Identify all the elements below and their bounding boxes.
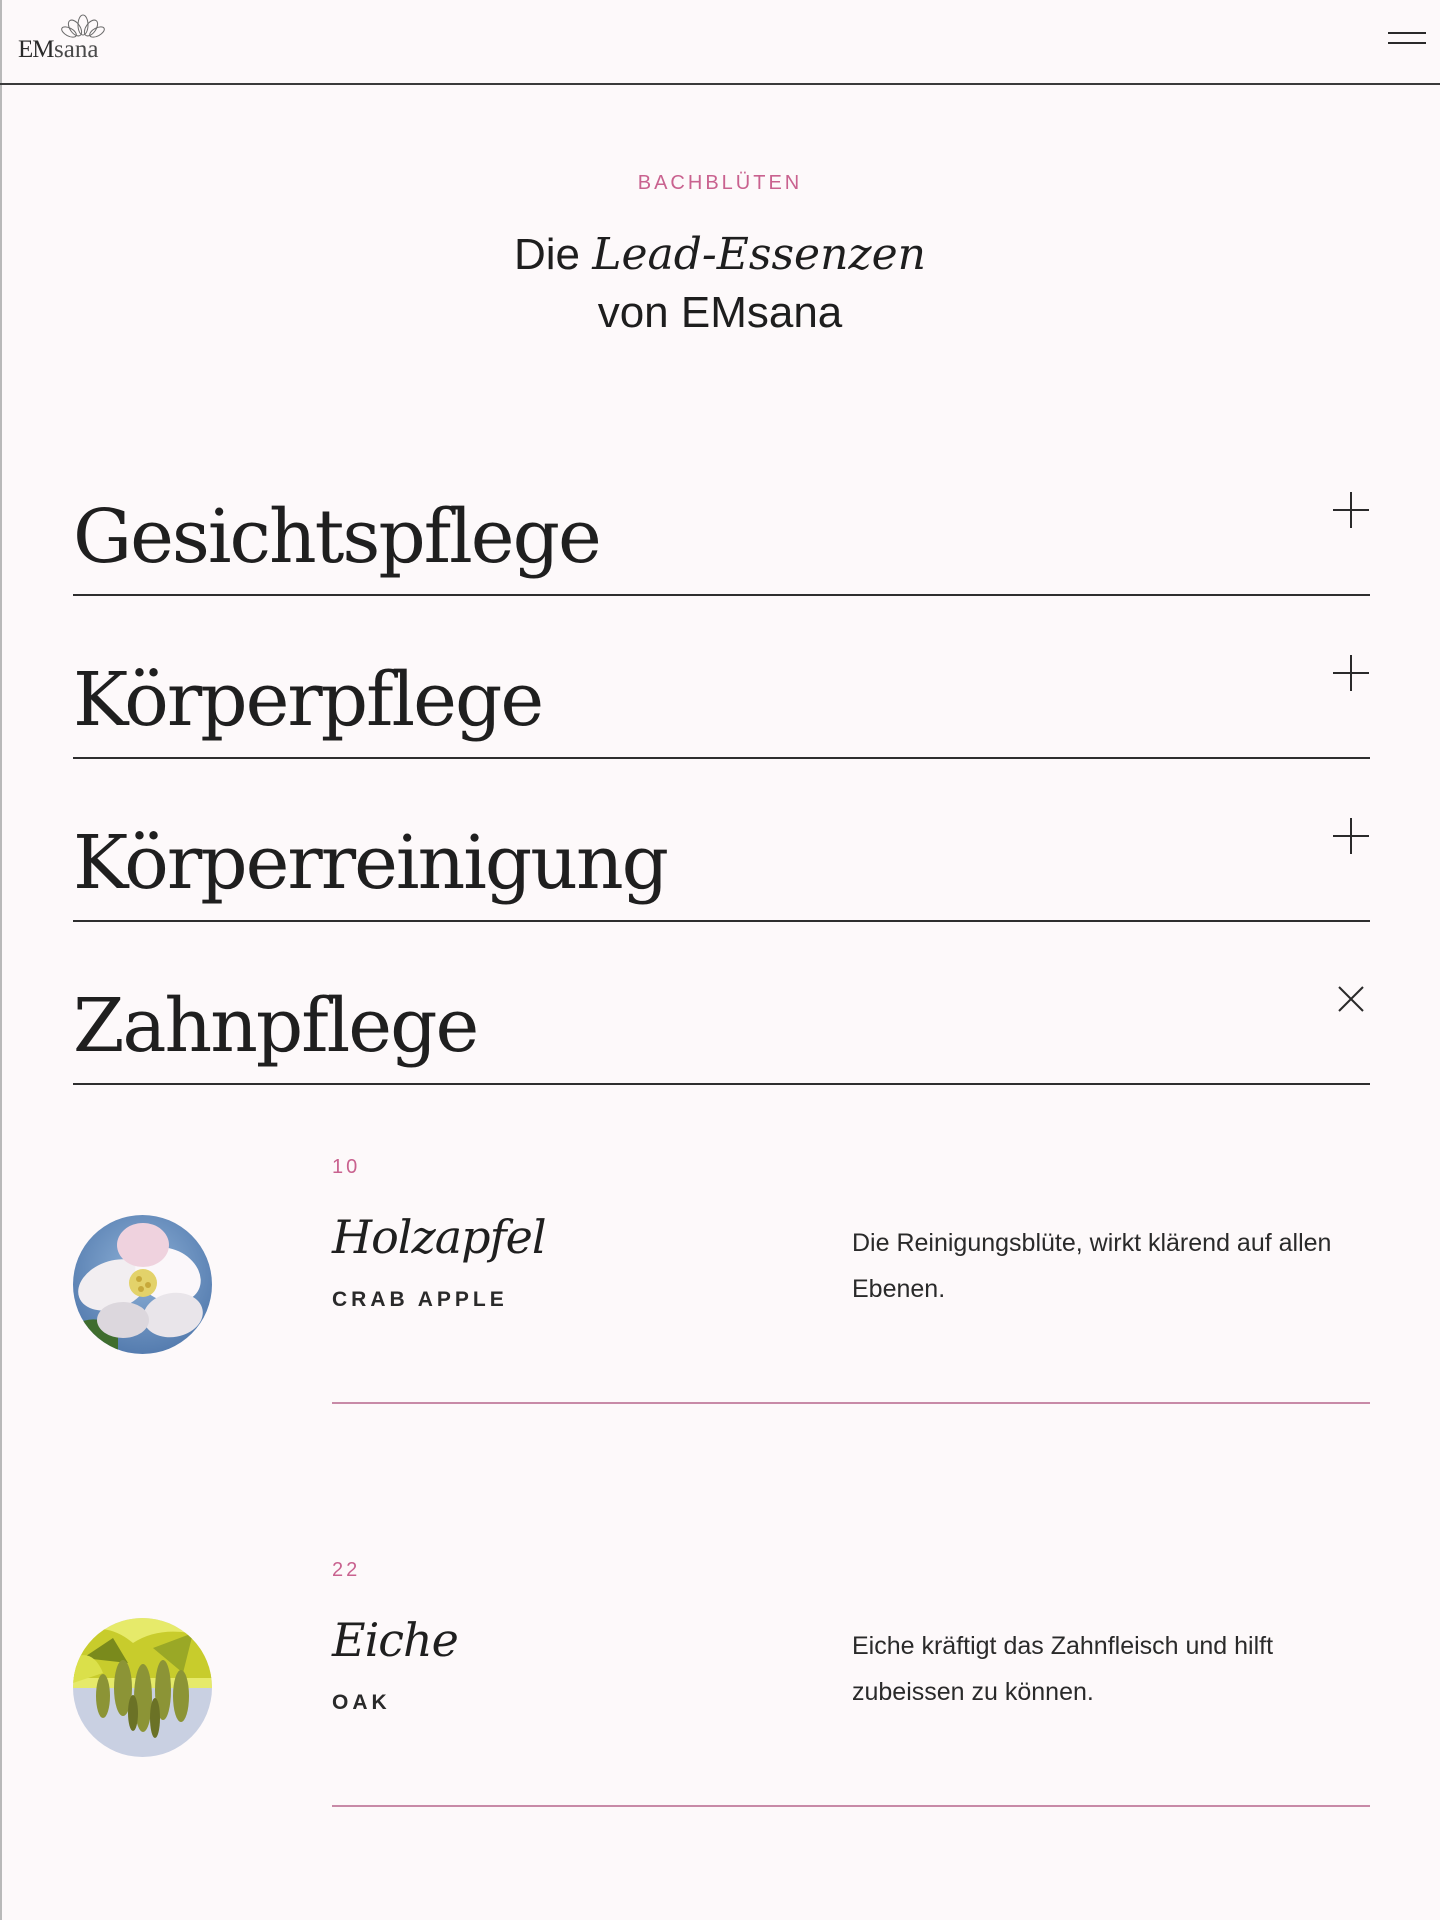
item-number: 22 xyxy=(332,1559,361,1581)
item-subtitle: CRAB APPLE xyxy=(332,1288,508,1311)
accordion-title: Körperreinigung xyxy=(73,820,667,906)
item-divider xyxy=(332,1805,1370,1807)
item-name: Eiche xyxy=(332,1613,458,1667)
hamburger-menu-icon[interactable] xyxy=(1388,30,1426,46)
section-eyebrow: BACHBLÜTEN xyxy=(637,172,803,194)
item-description: Eiche kräftigt das Zahnfleisch und hilft zubeissen zu können. xyxy=(852,1632,1274,1706)
plus-icon[interactable] xyxy=(1332,817,1370,855)
apple-blossom-photo xyxy=(73,1215,212,1354)
accordion-title: Körperpflege xyxy=(73,657,543,743)
plus-icon[interactable] xyxy=(1332,654,1370,692)
logo-text-em: EM xyxy=(18,36,54,63)
item-number: 10 xyxy=(332,1156,361,1178)
close-icon[interactable] xyxy=(1332,980,1370,1018)
item-subtitle: OAK xyxy=(332,1691,391,1714)
emsana-logo[interactable] xyxy=(18,14,114,66)
section-title-prefix: Die xyxy=(514,230,593,279)
plus-icon[interactable] xyxy=(1332,491,1370,529)
accordion-title: Zahnpflege xyxy=(73,983,478,1069)
oak-catkins-photo xyxy=(73,1618,212,1757)
item-description: Die Reinigungsblüte, wirkt klärend auf allen Ebenen. xyxy=(852,1229,1332,1303)
section-title-italic: Lead-Essenzen xyxy=(592,229,926,280)
accordion-koerperreinigung[interactable] xyxy=(73,757,1370,922)
item-name: Holzapfel xyxy=(332,1210,546,1264)
item-divider xyxy=(332,1402,1370,1404)
accordion-gesichtspflege[interactable] xyxy=(73,431,1370,596)
section-title xyxy=(0,226,1440,342)
accordion-title: Gesichtspflege xyxy=(73,494,600,580)
logo-text-sana: sana xyxy=(54,36,99,63)
accordion-zahnpflege[interactable] xyxy=(73,920,1370,1085)
site-header xyxy=(0,0,1440,85)
accordion-koerperpflege[interactable] xyxy=(73,594,1370,759)
section-title-line2: von EMsana xyxy=(597,288,843,337)
